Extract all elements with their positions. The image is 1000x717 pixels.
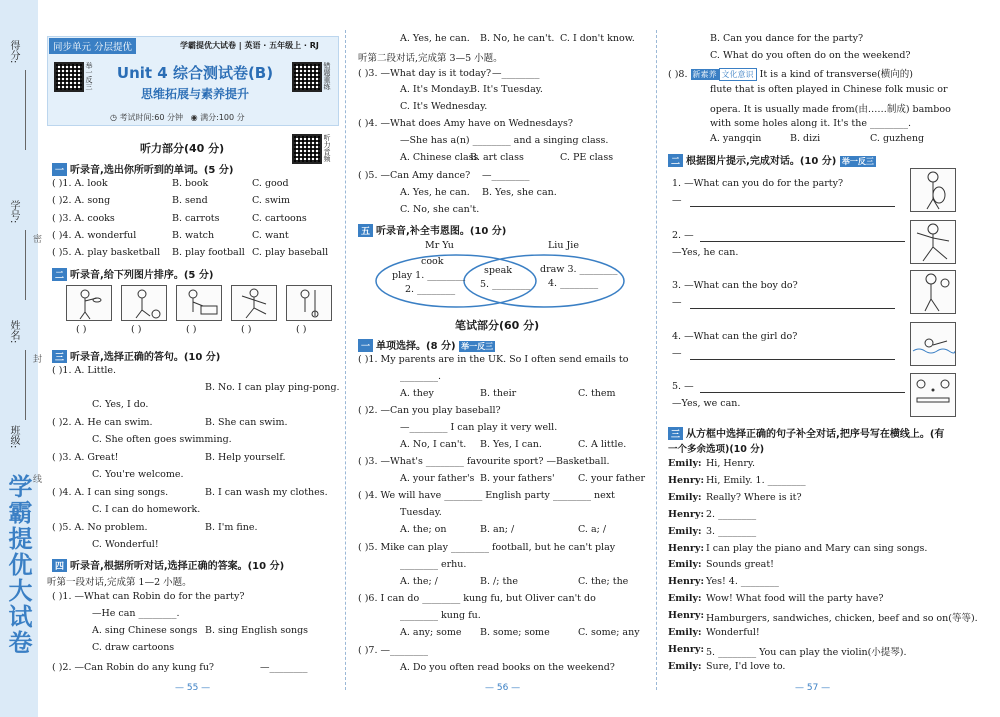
choice-option[interactable]: C. It's Wednesday. — [400, 101, 488, 112]
choice-option[interactable]: B. some; some — [480, 627, 550, 638]
culture-tag: 文化意识 — [719, 68, 757, 81]
venn-blank-2[interactable]: 2. ________ — [405, 284, 456, 295]
dialogue-line[interactable]: 2. ________ — [706, 508, 757, 520]
dialogue-line[interactable]: — — [672, 195, 682, 206]
dialogue-line[interactable]: 4. —What can the girl do? — [672, 331, 798, 342]
answer-blank[interactable]: ( ) — [186, 324, 197, 335]
question-line[interactable]: ________ kung fu. — [400, 610, 481, 621]
divider — [25, 230, 26, 300]
choice-option[interactable]: B. play football — [172, 247, 245, 259]
question-line[interactable]: ( )3. A. Great! — [52, 452, 119, 463]
section-title: 一 听录音,选出你所听到的单词。(5 分) — [52, 161, 233, 176]
choice-option[interactable]: B. carrots — [172, 212, 220, 224]
choice-option[interactable]: C. your father — [578, 473, 646, 484]
choice-option[interactable]: C. What do you often do on the weekend? — [710, 50, 911, 61]
picture-cooking — [176, 285, 222, 321]
picture-kung-fu — [231, 285, 277, 321]
speaker-label: Henry: — [668, 576, 704, 588]
picture-boy-basketball — [910, 270, 956, 314]
section-title: 一 单项选择。(8 分) 举一反三 — [358, 337, 495, 352]
choice-option[interactable]: C. swim — [252, 195, 291, 207]
choice-option[interactable]: A. the; on — [400, 524, 447, 535]
speaker-label: Emily: — [668, 627, 702, 638]
choice-option[interactable]: A. they — [400, 388, 434, 399]
choice-item[interactable]: ( )4. A. wonderful — [52, 229, 137, 241]
speaker-label: Henry: — [668, 508, 704, 520]
choice-option[interactable]: A. Yes, he can. — [400, 187, 470, 198]
choice-item[interactable]: ( )1. A. look — [52, 178, 108, 189]
choice-option[interactable]: B. She can swim. — [205, 417, 288, 428]
choice-option[interactable]: B. No. I can play ping-pong. — [205, 382, 340, 393]
page-subtitle: 思维拓展与素养提升 — [140, 87, 249, 101]
choice-option[interactable]: C. draw cartoons — [92, 642, 175, 653]
question-line[interactable]: ( )5. —Can Amy dance? — [358, 170, 471, 181]
instruction-line: 听第一段对话,完成第 1—2 小题。 — [47, 577, 192, 588]
score-field-label: 得分: — [8, 40, 19, 64]
divider — [25, 70, 26, 150]
answer-blank[interactable]: ( ) — [131, 324, 142, 335]
answer-line[interactable] — [700, 241, 905, 242]
speaker-label: Emily: — [668, 491, 702, 503]
literacy-tag: 新素养 — [692, 70, 717, 79]
question-line[interactable]: ( )5. A. No problem. — [52, 522, 148, 533]
question-line[interactable]: ( )2. —Can you play baseball? — [358, 405, 501, 416]
name-label: 姓名: — [8, 320, 19, 344]
section-title: 五 听录音,补全韦恩图。(10 分) — [358, 222, 506, 237]
question-line[interactable]: —________ I can play it very well. — [400, 422, 558, 433]
question-line[interactable]: 听第二段对话,完成第 3—5 小题。 — [358, 53, 503, 64]
choice-option[interactable]: B. watch — [172, 229, 215, 241]
choice-option[interactable]: C. the; the — [578, 576, 629, 587]
dialogue-line[interactable]: —Yes, he can. — [672, 247, 739, 258]
dialogue-line[interactable]: — — [672, 297, 682, 308]
answer-line[interactable] — [690, 308, 895, 309]
question-line[interactable]: ( )4. We will have ________ English party ________ next — [358, 490, 615, 501]
choice-option[interactable]: B. I can wash my clothes. — [205, 487, 328, 498]
answer-blank[interactable]: ( ) — [76, 324, 87, 335]
question-line: —________ — [260, 662, 308, 673]
question-line[interactable]: ( )4. A. I can sing songs. — [52, 487, 169, 498]
binding-mark: 封 — [33, 355, 43, 365]
choice-option[interactable]: A. the; / — [400, 576, 438, 587]
venn-blank-5[interactable]: 5. ________ — [480, 279, 531, 290]
exam-info — [110, 112, 245, 123]
choice-option[interactable]: B. send — [172, 195, 208, 207]
score-icon: ◉ — [190, 113, 198, 122]
choice-option[interactable]: B. their — [480, 388, 517, 399]
choice-option[interactable]: C. She often goes swimming. — [92, 434, 232, 445]
question-line[interactable]: ( )1. —What can Robin do for the party? — [52, 591, 245, 602]
exam-score: 满分:100 分 — [200, 113, 245, 122]
choice-option[interactable]: C. good — [252, 178, 289, 189]
choice-option[interactable]: A. It's Monday. — [400, 84, 472, 95]
dialogue-line: Sure, I'd love to. — [706, 660, 786, 672]
choice-option[interactable]: A. Chinese class — [400, 152, 479, 163]
question-line[interactable]: —________ — [482, 170, 530, 181]
question-line[interactable]: Tuesday. — [400, 507, 442, 518]
picture-kung-fu — [910, 220, 956, 264]
student-id-label: 学号: — [8, 200, 19, 224]
venn-blank-1[interactable]: play 1. ________ — [392, 270, 466, 281]
dialogue-line: Wow! What food will the party have? — [706, 593, 884, 605]
choice-option[interactable]: B. sing English songs — [205, 625, 309, 636]
dialogue-line[interactable]: Yes! 4. ________ — [706, 576, 779, 588]
choice-option[interactable]: A. any; some — [400, 627, 462, 638]
venn-left-item: cook — [421, 256, 444, 267]
choice-option[interactable]: B. Help yourself. — [205, 452, 286, 463]
choice-item[interactable]: ( )2. A. song — [52, 195, 111, 207]
dialogue-line: Wonderful! — [706, 627, 760, 638]
choice-option[interactable]: B. Yes, she can. — [482, 187, 557, 198]
question-line[interactable]: ( )6. I can do ________ kung fu, but Oliver can't do — [358, 593, 596, 604]
choice-option[interactable]: A. sing Chinese songs — [92, 625, 198, 636]
writing-part-title: 笔试部分(60 分) — [455, 319, 540, 332]
dialogue-line[interactable]: 1. —What can you do for the party? — [672, 178, 844, 189]
venn-blank-4[interactable]: 4. ________ — [548, 278, 599, 289]
question-line[interactable]: ( )7. —________ — [358, 645, 429, 656]
page-number: — 57 — — [795, 683, 831, 693]
choice-item[interactable]: ( )3. A. cooks — [52, 212, 115, 224]
speaker-label: Henry: — [668, 643, 704, 655]
column-divider — [345, 30, 346, 690]
picture-ping-pong — [910, 373, 956, 417]
choice-option[interactable]: A. yangqin — [710, 133, 762, 144]
venn-middle-item: speak — [484, 265, 512, 276]
page-number: — 55 — — [175, 683, 211, 693]
choice-option[interactable]: B. art class — [470, 152, 524, 163]
choice-option[interactable]: C. Yes, I do. — [92, 399, 149, 410]
picture-violin-player — [66, 285, 112, 321]
section-title: 二 听录音,给下列图片排序。(5 分) — [52, 266, 213, 281]
speaker-label: Emily: — [668, 593, 702, 605]
choice-option[interactable]: C. You're welcome. — [92, 469, 184, 480]
choice-option[interactable]: A. No, I can't. — [400, 439, 467, 450]
choice-option[interactable]: C. I don't know. — [560, 33, 635, 44]
section-title: 三 听录音,选择正确的答句。(10 分) — [52, 348, 220, 363]
qr-code-icon — [292, 62, 322, 92]
choice-option[interactable]: B. No, he can't. — [480, 33, 555, 44]
choice-option[interactable]: B. Can you dance for the party? — [710, 33, 864, 44]
choice-option[interactable]: C. I can do homework. — [92, 504, 201, 515]
picture-girl-swimming — [910, 322, 956, 366]
choice-option[interactable]: C. a; / — [578, 524, 607, 535]
question-line: flute that is often played in Chinese folk music or — [710, 84, 948, 95]
choice-option[interactable]: C. cartoons — [252, 212, 307, 224]
speaker-label: Henry: — [668, 610, 704, 622]
qr-label: 举一反三 — [85, 62, 93, 90]
dialogue-line: Hi, Henry. — [706, 458, 756, 469]
choice-option[interactable]: A. Yes, he can. — [400, 33, 470, 44]
venn-blank-3[interactable]: draw 3. ________ — [540, 264, 618, 275]
venn-left-name: Mr Yu — [425, 240, 454, 251]
listening-part-title: 听力部分(40 分) — [140, 142, 225, 155]
picture-erhu-player — [286, 285, 332, 321]
question-line[interactable]: ( )4. —What does Amy have on Wednesdays? — [358, 118, 574, 129]
dialogue-line[interactable]: Hi, Emily. 1. ________ — [706, 474, 806, 486]
dialogue-line[interactable]: 5. ________ You can play the violin(小提琴). — [706, 646, 907, 658]
choice-option[interactable]: C. them — [578, 388, 616, 399]
speaker-label: Henry: — [668, 474, 704, 486]
answer-line[interactable] — [690, 359, 895, 360]
dialogue-line[interactable]: —Yes, we can. — [672, 398, 741, 409]
column-divider — [656, 30, 657, 690]
qr-label: 错题重练 — [323, 62, 331, 90]
question-line[interactable]: ( )2. —Can Robin do any kung fu? — [52, 662, 215, 673]
speaker-label: Emily: — [668, 660, 702, 672]
qr-label: 听力音频 — [323, 134, 331, 162]
clock-icon: ◷ — [110, 113, 117, 122]
dialogue-line[interactable]: — — [672, 348, 682, 359]
choice-option[interactable]: B. Yes, I can. — [480, 439, 542, 450]
choice-option[interactable]: C. A little. — [578, 439, 627, 450]
choice-option[interactable]: B. book — [172, 178, 209, 189]
dialogue-line: Sounds great! — [706, 559, 774, 571]
qr-code-icon — [54, 62, 84, 92]
speaker-label: Emily: — [668, 458, 702, 469]
speaker-label: Henry: — [668, 542, 704, 554]
choice-option[interactable]: C. PE class — [560, 152, 614, 163]
question-line[interactable]: ( )3. —What's ________ favourite sport? —Basketball. — [358, 456, 610, 467]
choice-option[interactable]: B. your fathers' — [480, 473, 555, 484]
question-line[interactable]: ( )3. —What day is it today? — [358, 68, 492, 79]
dialogue-line[interactable]: 5. — — [672, 381, 694, 392]
answer-blank[interactable]: ( ) — [296, 324, 307, 335]
dialogue-line: Really? Where is it? — [706, 491, 802, 503]
answer-line[interactable] — [700, 392, 905, 393]
speaker-label: Emily: — [668, 559, 702, 571]
question-line: with some holes along it. It's the ________. — [710, 118, 911, 129]
question-line[interactable]: ( )1. My parents are in the UK. So I often send emails to — [358, 354, 629, 365]
choice-option[interactable]: C. play baseball — [252, 247, 329, 259]
unit-tag: 同步单元 分层提优 — [49, 38, 136, 54]
question-line[interactable]: ( )2. A. He can swim. — [52, 417, 153, 428]
question-line[interactable]: ________. — [400, 371, 442, 382]
choice-option[interactable]: C. No, she can't. — [400, 204, 480, 215]
choice-option[interactable]: A. Do you often read books on the weekend? — [400, 662, 615, 673]
exam-time: 考试时间:60 分钟 — [119, 113, 183, 122]
speaker-label: Emily: — [668, 525, 702, 537]
section-title: 二 根据图片提示,完成对话。(10 分) 举一反三 — [668, 152, 876, 167]
section-title-continued: 一个多余选项)(10 分) — [668, 444, 765, 455]
question-line: —He can ________. — [92, 608, 180, 619]
dialogue-line[interactable]: 3. —What can the boy do? — [672, 280, 798, 291]
dialogue-line[interactable]: Hamburgers, sandwiches, chicken, beef and so on(等等). — [706, 613, 978, 625]
choice-option[interactable]: C. Wonderful! — [92, 539, 159, 550]
practice-tag: 举一反三 — [461, 342, 494, 351]
choice-option[interactable]: C. guzheng — [870, 133, 925, 144]
dialogue-line[interactable]: I can play the piano and Mary can sing songs. — [706, 542, 928, 554]
page-title: Unit 4 综合测试卷(B) — [116, 64, 274, 82]
divider — [25, 350, 26, 420]
dialogue-line[interactable]: 3. ________ — [706, 525, 757, 537]
choice-option[interactable]: B. /; the — [480, 576, 518, 587]
binding-mark: 线 — [33, 475, 43, 485]
answer-line[interactable] — [690, 206, 895, 207]
section-title: 三 从方框中选择正确的句子补全对话,把序号写在横线上。(有 — [668, 425, 944, 440]
question-8: ( )8. 新素养 文化意识 It is a kind of transverse(横向的) — [668, 69, 913, 80]
choice-option[interactable]: C. want — [252, 229, 289, 241]
venn-right-name: Liu Jie — [548, 240, 579, 251]
question-line[interactable]: ________ erhu. — [400, 559, 467, 570]
question-line: opera. It is usually made from(由……制成) bamboo — [710, 104, 951, 115]
picture-guitar-player — [910, 168, 956, 212]
choice-item[interactable]: ( )5. A. play basketball — [52, 247, 161, 259]
question-line[interactable]: —She has a(n) ________ and a singing class. — [400, 135, 609, 146]
series-line: 学霸提优大试卷 | 英语 · 五年级上 · RJ — [180, 41, 319, 50]
answer-blank[interactable]: ( ) — [241, 324, 252, 335]
dialogue-line[interactable]: 2. — — [672, 230, 694, 241]
qr-code-icon — [292, 134, 322, 164]
question-line[interactable]: ( )5. Mike can play ________ football, but he can't play — [358, 542, 616, 553]
brand-vertical: 学霸提优大试卷 — [4, 474, 32, 656]
choice-option[interactable]: B. an; / — [480, 524, 515, 535]
picture-football-player — [121, 285, 167, 321]
choice-option[interactable]: C. some; any — [578, 627, 640, 638]
practice-tag: 举一反三 — [841, 157, 874, 166]
section-title: 四 听录音,根据所听对话,选择正确的答案。(10 分) — [52, 557, 284, 572]
choice-option[interactable]: B. It's Tuesday. — [470, 84, 543, 95]
class-label: 班级: — [8, 425, 19, 449]
choice-option[interactable]: B. I'm fine. — [205, 522, 258, 533]
choice-option[interactable]: B. dizi — [790, 133, 821, 144]
choice-option[interactable]: A. your father's — [400, 473, 475, 484]
page-number: — 56 — — [485, 683, 521, 693]
binding-mark: 密 — [33, 235, 43, 245]
question-line[interactable]: ( )1. A. Little. — [52, 365, 117, 376]
question-line[interactable]: —________ — [492, 68, 540, 79]
